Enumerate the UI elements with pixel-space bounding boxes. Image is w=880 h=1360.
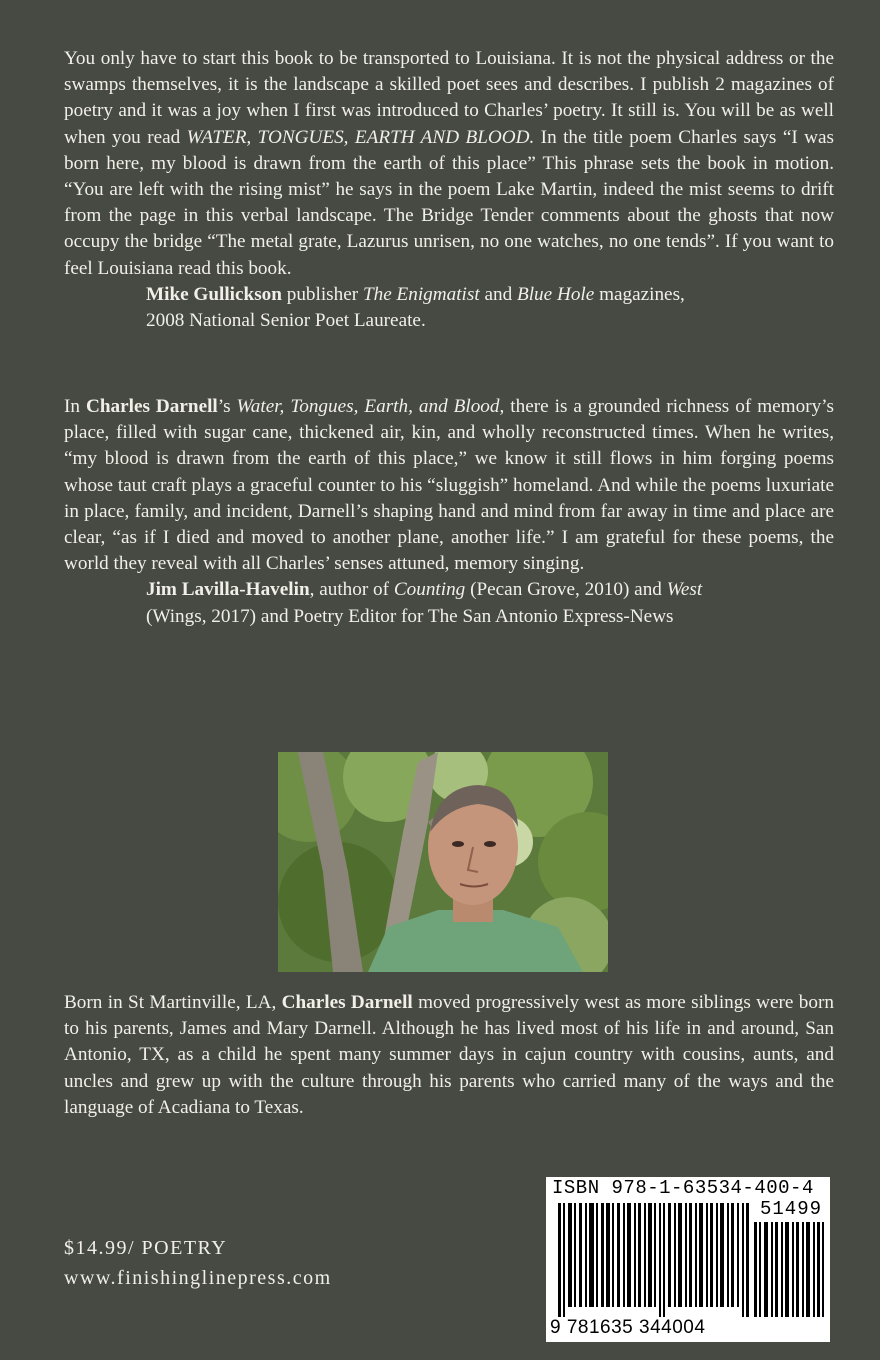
barcode-digits: 9 781635 344004: [550, 1317, 706, 1338]
attr-and: and: [479, 283, 517, 305]
price-block: [64, 1233, 332, 1293]
review-2-lead: In: [64, 396, 86, 417]
review-2-attribution: [146, 577, 834, 629]
review-1-text-b: In the title poem Charles says “I was born here, my blood is drawn from the earth of this place” This phrase sets the book in motion. “You are left with the rising mist” he says in the poem Lake Martin, indeed the mist seems to drift from the page in this verbal landscape. The Bridge Tender comments about the ghosts that now occupy the bridge “The metal grate, Lazurus unrisen, no one watches, no one tends”. If you want to feel Louisiana read this book.: [64, 126, 835, 279]
author-photo: [278, 752, 608, 972]
attr-text: , author of: [309, 579, 394, 601]
reviewer-2-name: Jim Lavilla-Havelin: [146, 579, 310, 601]
isbn-barcode: [546, 1177, 830, 1342]
bio-author-name: Charles Darnell: [281, 992, 413, 1013]
magazine-2: Blue Hole: [517, 283, 595, 305]
price-category: $14.99/ POETRY: [64, 1237, 228, 1259]
review-1-body: [64, 46, 834, 282]
review-1-attribution: [146, 282, 834, 334]
reviewer-1-title: 2008 National Senior Poet Laureate.: [146, 310, 426, 332]
review-blurb-1: [64, 46, 834, 334]
magazine-1: The Enigmatist: [362, 283, 480, 305]
author-bio: [64, 990, 834, 1121]
isbn-label: ISBN 978-1-63534-400-4: [552, 1177, 814, 1199]
review-2-text: , there is a grounded richness of memory’s place, filled with sugar cane, thickened air, kin, and wholly reconstructed times. When he writes, “my blood is drawn from the earth of this place,” we know it still flows in him forging poems whose taut craft plays a graceful counter to his “sluggish” homeland. And while the poems luxuriate in place, family, and incident, Darnell’s shaping hand and mind from far away in time and place are clear, “as if I died and moved to another plane, another life.” I am grateful for these poems, the world they reveal with all Charles’ senses attuned, memory singing.: [64, 396, 834, 575]
barcode-price-code: 51499: [759, 1198, 822, 1220]
bio-text-b: moved progressively west as more siblings were born to his parents, James and Mary Darnell. Although he has lived most of his life in and around, San Antonio, TX, as a child he spent many summer days in cajun country with cousins, aunts, and uncles and grew up with the culture through his parents who carried many of the ways and the language of Acadiana to Texas.: [64, 992, 834, 1118]
review-2-poss: ’s: [217, 396, 237, 417]
publisher-website: www.finishinglinepress.com: [64, 1267, 332, 1289]
review-2-author: Charles Darnell: [85, 396, 218, 417]
review-1-book-title: WATER, TONGUES, EARTH AND BLOOD.: [186, 126, 535, 148]
reviewer-1-name: Mike Gullickson: [146, 283, 282, 305]
attr-text-2: magazines,: [594, 283, 685, 305]
attr-text-2: (Pecan Grove, 2010) and: [465, 579, 667, 601]
attr-text: publisher: [281, 283, 363, 305]
review-2-book-title: Water, Tongues, Earth, and Blood: [236, 396, 500, 417]
review-blurb-2: [64, 394, 834, 630]
bio-text-a: Born in St Martinville, LA,: [64, 992, 282, 1013]
book-2: West: [666, 579, 703, 601]
reviewer-2-title: (Wings, 2017) and Poetry Editor for The San Antonio Express-News: [146, 605, 674, 627]
book-1: Counting: [393, 579, 466, 601]
review-2-body: [64, 394, 834, 577]
review-1-text-a: You only have to start this book to be transported to Louisiana. It is not the physical address or the swamps themselves, it is the landscape a skilled poet sees and describes. I publish 2 magazines of poetry and it was a joy when I first was introduced to Charles’ poetry. It still is. You will be as well when you read: [64, 48, 834, 148]
